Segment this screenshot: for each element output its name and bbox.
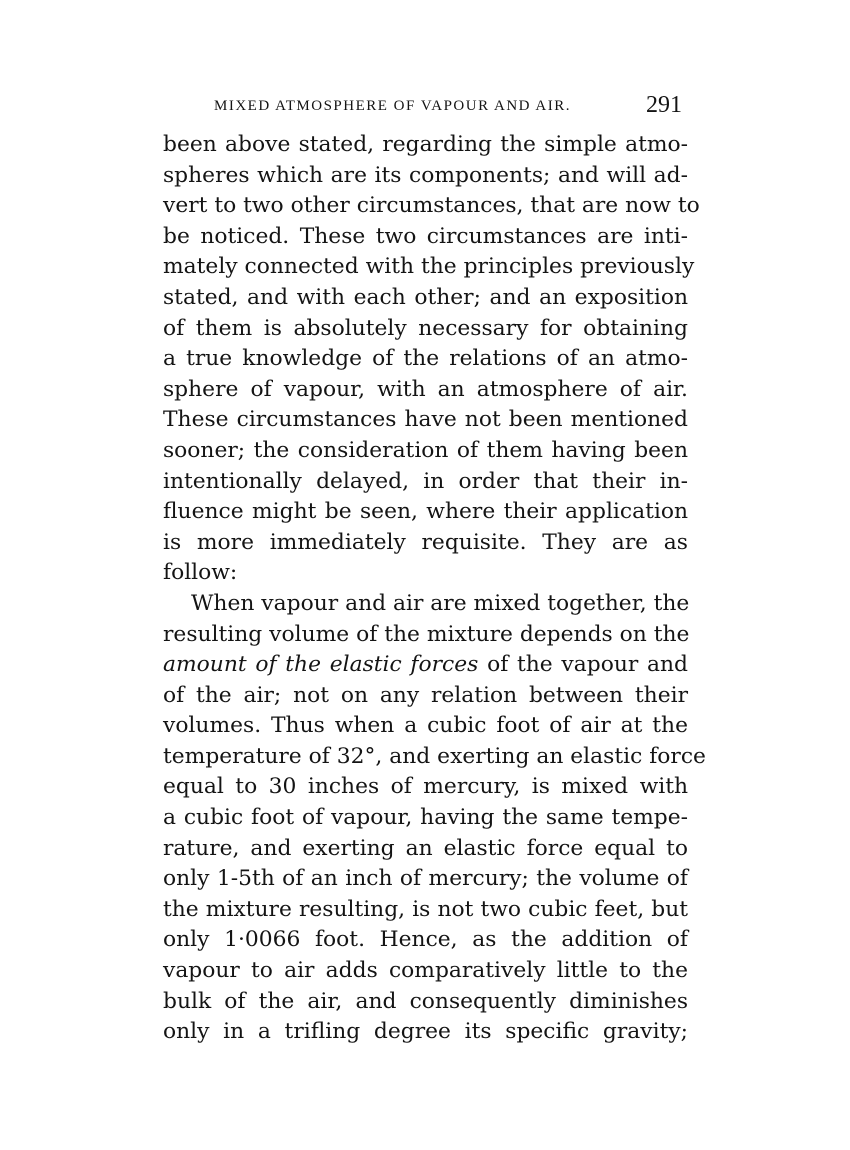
body-text <box>163 130 706 1048</box>
text-line: vert to two other circumstances, that are now to <box>163 193 700 219</box>
text-line: fluence might be seen, where their application <box>163 499 688 525</box>
text-line: sphere of vapour, with an atmosphere of air. <box>163 376 688 402</box>
text-line: bulk of the air, and consequently diminishes <box>163 988 688 1014</box>
text-segment: of the vapour and <box>478 652 688 678</box>
text-line: sooner; the consideration of them having been <box>163 437 688 463</box>
text-line: volumes. Thus when a cubic foot of air at the <box>163 713 688 739</box>
text-line: mately connected with the principles previously <box>163 254 695 280</box>
text-line: intentionally delayed, in order that their in- <box>163 468 688 494</box>
text-line: These circumstances have not been mentioned <box>163 407 688 433</box>
text-line: equal to 30 inches of mercury, is mixed with <box>163 774 688 800</box>
text-line: stated, and with each other; and an exposition <box>163 284 688 310</box>
text-line: been above stated, regarding the simple atmo- <box>163 132 688 157</box>
text-line: temperature of 32°, and exerting an elastic force <box>163 743 706 769</box>
page-number: 291 <box>646 92 682 118</box>
text-line-with-emphasis <box>163 650 688 681</box>
text-line: only in a trifling degree its specific gravity; <box>163 1019 688 1045</box>
text-line: a true knowledge of the relations of an atmo- <box>163 346 688 372</box>
running-head-title: MIXED ATMOSPHERE OF VAPOUR AND AIR. <box>214 98 572 114</box>
text-line: of them is absolutely necessary for obtaining <box>163 315 688 341</box>
text-line: follow: <box>163 560 238 586</box>
text-line: resulting volume of the mixture depends on the <box>163 621 690 647</box>
text-line: spheres which are its components; and will ad- <box>163 162 688 188</box>
text-line: the mixture resulting, is not two cubic feet, but <box>163 896 688 922</box>
text-line: only 1-5th of an inch of mercury; the volume of <box>163 866 688 892</box>
text-line: a cubic foot of vapour, having the same tempe- <box>163 805 688 831</box>
text-line: vapour to air adds comparatively little to the <box>163 958 688 984</box>
text-line: of the air; not on any relation between their <box>163 682 688 708</box>
italic-phrase: amount of the elastic forces <box>163 652 479 678</box>
running-head <box>214 94 682 118</box>
text-line: rature, and exerting an elastic force equal to <box>163 835 688 861</box>
text-line: is more immediately requisite. They are as <box>163 529 688 555</box>
paragraph-first-line: When vapour and air are mixed together, the <box>191 590 690 616</box>
text-line: be noticed. These two circumstances are inti- <box>163 223 688 249</box>
text-line: only 1·0066 foot. Hence, as the addition of <box>163 927 688 953</box>
